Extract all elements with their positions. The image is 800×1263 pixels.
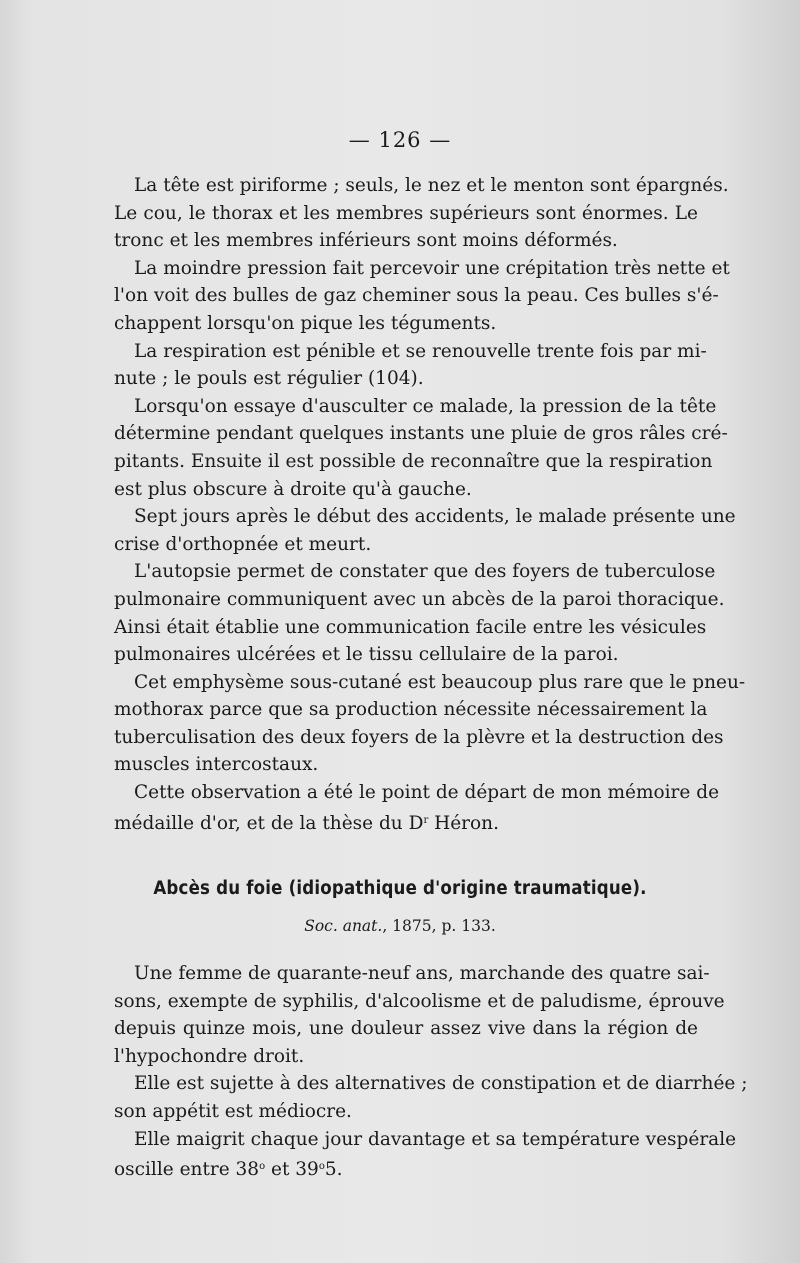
text-line: Elle est sujette à des alternatives de constipation et de diarrhée ; [134,1073,748,1095]
text-fragment: Héron. [428,812,499,834]
text-line: chappent lorsqu'on pique les téguments. [114,312,497,334]
text-line: pulmonaires ulcérées et le tissu cellulaire de la paroi. [114,644,619,666]
text-line: son appétit est médiocre. [114,1100,352,1122]
text-line: pitants. Ensuite il est possible de reconnaître que la respiration [114,450,713,472]
text-line: Cette observation a été le point de départ de mon mémoire de [134,782,720,804]
text-fragment: oscille entre 38 [114,1159,260,1181]
text-line: Cet emphysème sous-cutané est beaucoup plus rare que le pneu- [134,671,746,693]
reference-details: , 1875, p. 133. [382,917,496,935]
text-line: Elle maigrit chaque jour davantage et sa température vespérale [134,1128,737,1150]
section-title: Abcès du foie (idiopathique d'origine traumatique). [153,878,647,899]
text-line: Une femme de quarante-neuf ans, marchande des quatre sai- [134,963,710,984]
text-line [114,1153,698,1181]
superscript: o [318,1161,325,1173]
text-line: La moindre pression fait percevoir une crépitation très nette et [134,257,730,279]
text-line: Ainsi était établie une communication facile entre les vésicules [114,616,707,638]
section-reference [0,917,800,935]
text-line: Le cou, le thorax et les membres supérieurs sont énormes. Le [114,202,698,224]
superscript: r [423,814,429,826]
text-line: tuberculisation des deux foyers de la plèvre et la destruction des [114,726,724,748]
text-line: l'hypochondre droit. [114,1045,305,1067]
text-fragment: médaille d'or, et de la thèse du D [114,812,424,834]
text-line: l'on voit des bulles de gaz cheminer sous la peau. Ces bulles s'é- [114,285,719,307]
reference-journal: Soc. anat. [304,917,383,935]
text-fragment: et 39 [265,1159,319,1181]
body-text-upper [114,172,746,834]
text-line: est plus obscure à droite qu'à gauche. [114,478,472,500]
text-line: détermine pendant quelques instants une pluie de gros râles cré- [114,423,728,445]
page-number: — 126 — [348,128,452,152]
text-line: Lorsqu'on essaye d'ausculter ce malade, la pression de la tête [134,395,717,417]
text-line: La respiration est pénible et se renouvelle trente fois par mi- [134,340,707,362]
body-text-lower [114,960,748,1181]
text-line: pulmonaire communiquent avec un abcès de la paroi thoracique. [114,588,725,610]
text-line: Sept jours après le début des accidents, le malade présente une [134,506,736,528]
superscript: o [259,1161,266,1173]
text-line: depuis quinze mois, une douleur assez vive dans la région de [114,1018,698,1040]
text-line: crise d'orthopnée et meurt. [114,533,372,555]
text-line: mothorax parce que sa production nécessite nécessairement la [114,699,708,721]
text-line: sons, exempte de syphilis, d'alcoolisme et de paludisme, éprouve [114,990,725,1012]
text-fragment: 5. [324,1159,343,1181]
text-line: La tête est piriforme ; seuls, le nez et le menton sont épargnés. [134,175,729,196]
text-line: L'autopsie permet de constater que des foyers de tuberculose [134,561,716,583]
text-line: muscles intercostaux. [114,754,319,776]
text-line: nute ; le pouls est régulier (104). [114,368,424,390]
text-line: tronc et les membres inférieurs sont moins déformés. [114,230,618,252]
text-line [114,807,698,835]
